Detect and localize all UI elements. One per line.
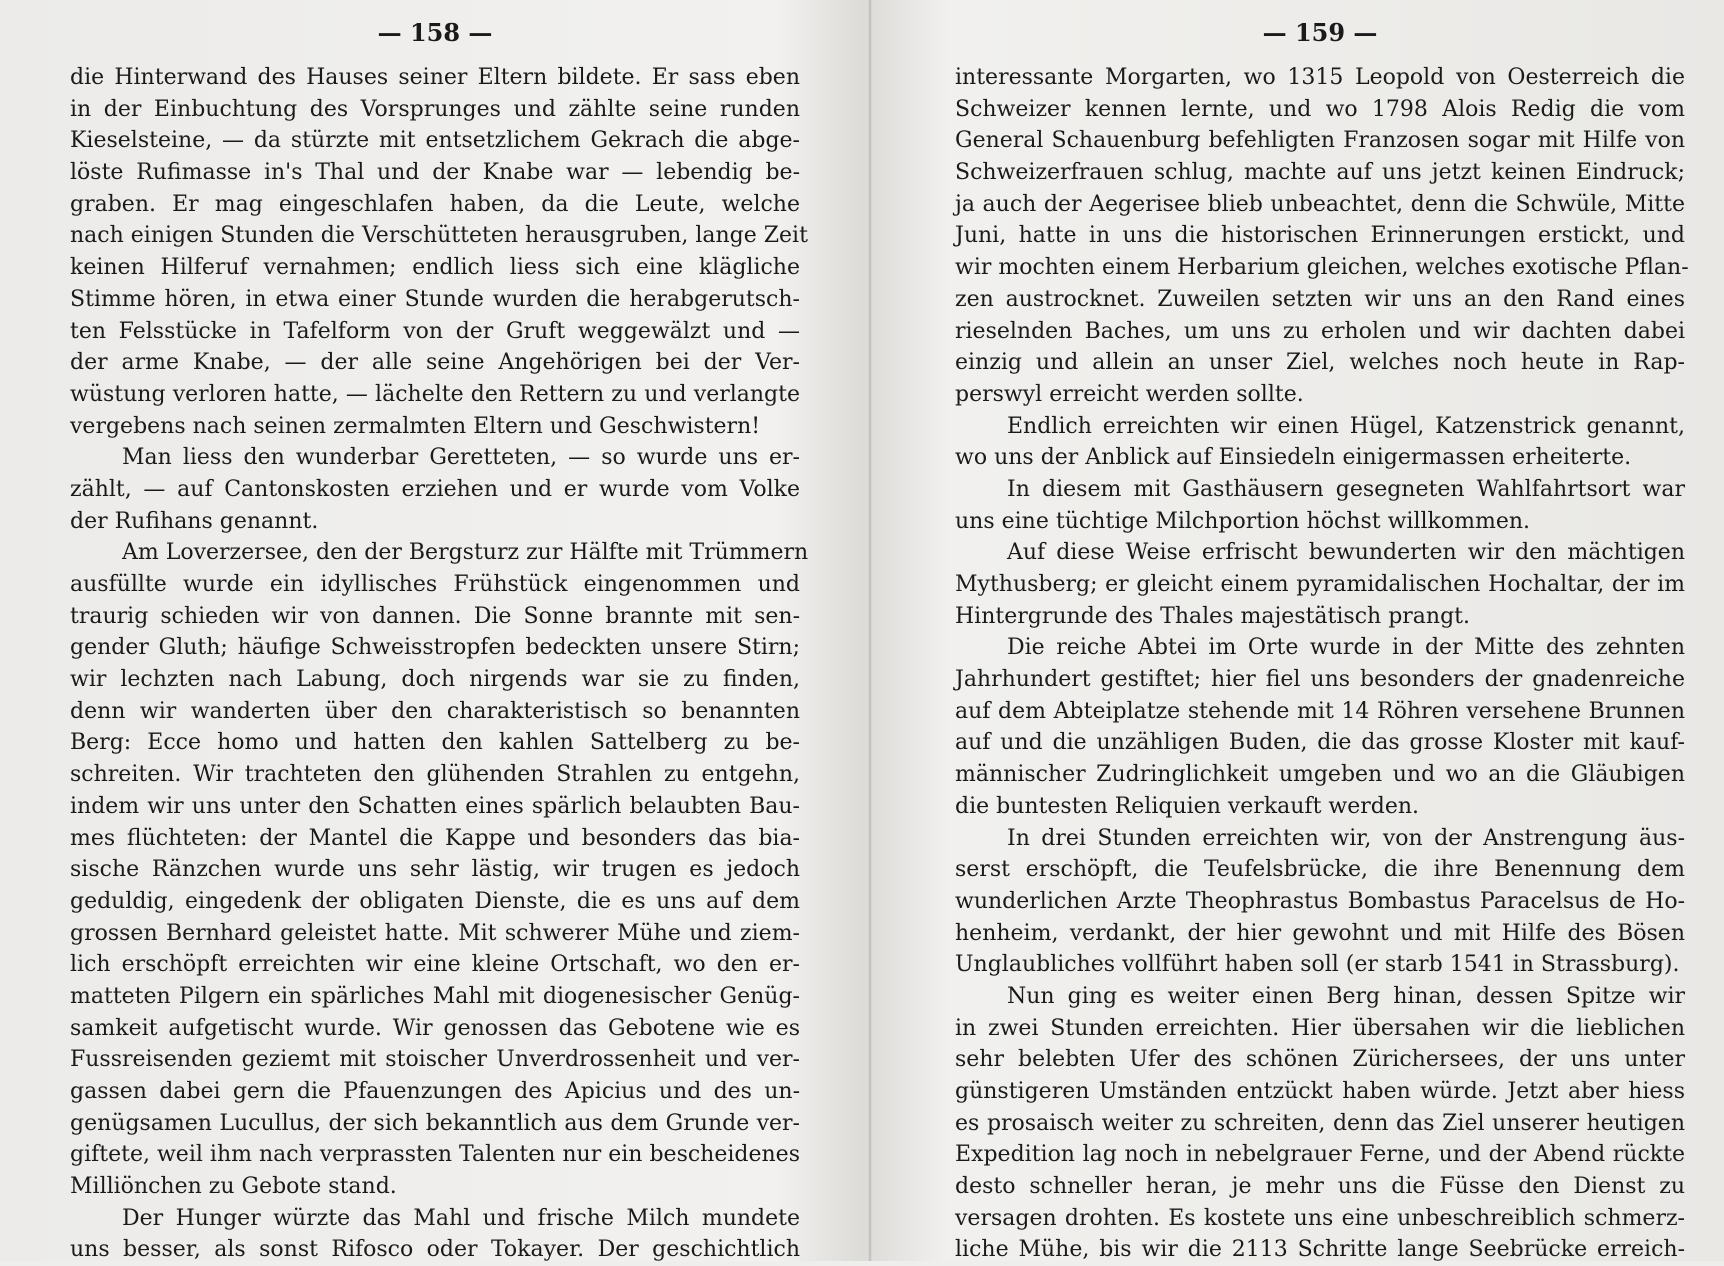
text-line: wir mochten einem Herbarium gleichen, welches exotische Pflan- [955, 255, 1689, 281]
text-line: gender Gluth; häufige Schweisstropfen bedeckten unsere Stirn; [70, 635, 800, 661]
text-line: sische Ränzchen wurde uns sehr lästig, wir trugen es jedoch [70, 857, 800, 883]
text-line: genügsamen Lucullus, der sich bekanntlich aus dem Grunde ver- [70, 1110, 800, 1136]
text-line: samkeit aufgetischt wurde. Wir genossen das Gebotene wie es [70, 1015, 800, 1041]
text-line: giftete, weil ihm nach verprassten Talenten nur ein bescheidenes [70, 1142, 800, 1168]
text-line: Hintergrunde des Thales majestätisch prangt. [955, 603, 1471, 629]
text-line: perswyl erreicht werden sollte. [955, 381, 1304, 407]
text-line: ausfüllte wurde ein idyllisches Frühstück eingenommen und [70, 572, 800, 597]
text-line: die buntesten Reliquien verkauft werden. [955, 793, 1420, 819]
text-line: zen austrocknet. Zuweilen setzten wir uns an den Rand eines [955, 286, 1685, 312]
text-line: es prosaisch weiter zu schreiten, denn das Ziel unserer heutigen [955, 1110, 1685, 1136]
text-line: wunderlichen Arzte Theophrastus Bombastus Paracelsus de Ho- [955, 888, 1685, 914]
text-line: Milliönchen zu Gebote stand. [70, 1174, 397, 1200]
text-line: grossen Bernhard geleistet hatte. Mit schwerer Mühe und ziem- [70, 920, 800, 946]
text-line: Schweizerfrauen schlug, machte auf uns jetzt keinen Eindruck; [955, 160, 1685, 186]
text-line: Juni, hatte in uns die historischen Erinnerungen erstickt, und [955, 223, 1685, 249]
text-line: lich erschöpft erreichten wir eine kleine Ortschaft, wo den er- [70, 952, 800, 978]
text-line: matteten Pilgern ein spärliches Mahl mit diogenesischer Genüg- [70, 983, 800, 1009]
text-line: löste Rufimasse in's Thal und der Knabe war — lebendig be- [70, 160, 800, 186]
page-number: — 159 — [1262, 18, 1378, 47]
text-line: Berg: Ecce homo und hatten den kahlen Sattelberg zu be- [70, 730, 800, 756]
text-line: denn wir wanderten über den charakteristisch so benannten [70, 698, 800, 724]
text-line: graben. Er mag eingeschlafen haben, da die Leute, welche [70, 191, 800, 217]
text-line: der arme Knabe, — der alle seine Angehörigen bei der Ver- [70, 350, 800, 376]
text-line: uns eine tüchtige Milchportion höchst willkommen. [955, 508, 1530, 534]
text-line: der Rufihans genannt. [70, 508, 319, 534]
text-line: In drei Stunden erreichten wir, von der Anstrengung äus- [1007, 825, 1685, 851]
text-line: die Hinterwand des Hauses seiner Eltern bildete. Er sass eben [70, 65, 800, 90]
text-line: zählt, — auf Cantonskosten erziehen und er wurde vom Volke [70, 476, 800, 502]
text-line: traurig schieden wir von dannen. Die Sonne brannte mit sen- [70, 603, 800, 629]
text-line: uns besser, als sonst Rifosco oder Tokayer. Der geschichtlich [70, 1237, 800, 1263]
page-text [70, 62, 809, 1266]
text-line: interessante Morgarten, wo 1315 Leopold von Oesterreich die [955, 65, 1685, 90]
text-line: einzig und allein an unser Ziel, welches noch heute in Rap- [955, 350, 1685, 376]
text-line: günstigeren Umständen entzückt haben würde. Jetzt aber hiess [955, 1079, 1685, 1104]
text-line: in der Einbuchtung des Vorsprunges und zählte seine runden [70, 96, 800, 122]
text-line: Unglaubliches vollführt haben soll (er starb 1541 in Strassburg). [955, 952, 1680, 978]
text-line: rieselnden Baches, um uns zu erholen und wir dachten dabei [955, 318, 1685, 344]
text-line: wüstung verloren hatte, — lächelte den Rettern zu und verlangte [70, 381, 800, 407]
text-line: wir lechzten nach Labung, doch nirgends war sie zu finden, [70, 667, 800, 693]
text-line: vergebens nach seinen zermalmten Eltern und Geschwistern! [70, 413, 761, 439]
text-line: Auf diese Weise erfrischt bewunderten wir den mächtigen [1007, 540, 1685, 566]
text-line: geduldig, eingedenk der obligaten Dienste, die es uns auf dem [70, 888, 800, 914]
text-line: henheim, verdankt, der hier gewohnt und mit Hilfe des Bösen [955, 920, 1685, 946]
text-line: Die reiche Abtei im Orte wurde in der Mitte des zehnten [1007, 635, 1685, 661]
text-line: versagen drohten. Es kostete uns eine unbeschreiblich schmerz- [955, 1205, 1685, 1231]
text-line: wo uns der Anblick auf Einsiedeln einigermassen erheiterte. [955, 445, 1632, 471]
text-line: indem wir uns unter den Schatten eines spärlich belaubten Bau- [70, 793, 800, 819]
page-text [955, 62, 1689, 1266]
text-line: Man liess den wunderbar Geretteten, — so wurde uns er- [122, 445, 800, 471]
text-line: serst erschöpft, die Teufelsbrücke, die ihre Benennung dem [955, 857, 1685, 883]
text-line: liche Mühe, bis wir die 2113 Schritte lange Seebrücke erreich- [955, 1237, 1685, 1263]
text-line: männischer Zudringlichkeit umgeben und wo an die Gläubigen [955, 762, 1685, 788]
text-line: keinen Hilferuf vernahmen; endlich liess sich eine klägliche [70, 255, 800, 281]
text-line: desto schneller heran, je mehr uns die Füsse den Dienst zu [955, 1174, 1685, 1200]
text-line: ja auch der Aegerisee blieb unbeachtet, denn die Schwüle, Mitte [955, 191, 1685, 217]
text-line: Schweizer kennen lernte, und wo 1798 Alois Redig die vom [955, 96, 1685, 122]
text-line: Am Loverzersee, den der Bergsturz zur Hälfte mit Trümmern [122, 540, 809, 566]
text-line: auf und die unzähligen Buden, die das grosse Kloster mit kauf- [955, 730, 1685, 756]
text-line: Kieselsteine, — da stürzte mit entsetzlichem Gekrach die abge- [70, 128, 800, 154]
text-line: nach einigen Stunden die Verschütteten herausgruben, lange Zeit [70, 223, 808, 249]
text-line: ten Felsstücke in Tafelform von der Gruft weggewälzt und — [70, 318, 800, 344]
text-line: mes flüchteten: der Mantel die Kappe und besonders das bia- [70, 825, 800, 851]
text-line: Stimme hören, in etwa einer Stunde wurden die herabgerutsch- [70, 286, 800, 312]
text-line: Endlich erreichten wir einen Hügel, Katzenstrick genannt, [1007, 413, 1685, 439]
text-line: Fussreisenden geziemt mit stoischer Unverdrossenheit und ver- [70, 1047, 800, 1073]
text-line: Mythusberg; er gleicht einem pyramidalischen Hochaltar, der im [955, 572, 1685, 597]
text-line: Nun ging es weiter einen Berg hinan, dessen Spitze wir [1007, 983, 1685, 1009]
text-line: schreiten. Wir trachteten den glühenden Strahlen zu entgehn, [70, 762, 800, 788]
text-line: auf dem Abteiplatze stehende mit 14 Röhren versehene Brunnen [955, 698, 1685, 724]
book-gutter [868, 0, 872, 1261]
page-number: — 158 — [377, 18, 493, 47]
text-line: gassen dabei gern die Pfauenzungen des Apicius und des un- [70, 1079, 800, 1104]
text-line: sehr belebten Ufer des schönen Zürichersees, der uns unter [955, 1047, 1685, 1073]
text-line: In diesem mit Gasthäusern gesegneten Wahlfahrtsort war [1007, 476, 1685, 502]
text-line: Expedition lag noch in nebelgrauer Ferne, und der Abend rückte [955, 1142, 1685, 1168]
text-line: Der Hunger würzte das Mahl und frische Milch mundete [122, 1205, 800, 1231]
text-line: in zwei Stunden erreichten. Hier übersahen wir die lieblichen [955, 1015, 1685, 1041]
text-line: General Schauenburg befehligten Franzosen sogar mit Hilfe von [955, 128, 1685, 154]
text-line: Jahrhundert gestiftet; hier fiel uns besonders der gnadenreiche [955, 667, 1685, 693]
